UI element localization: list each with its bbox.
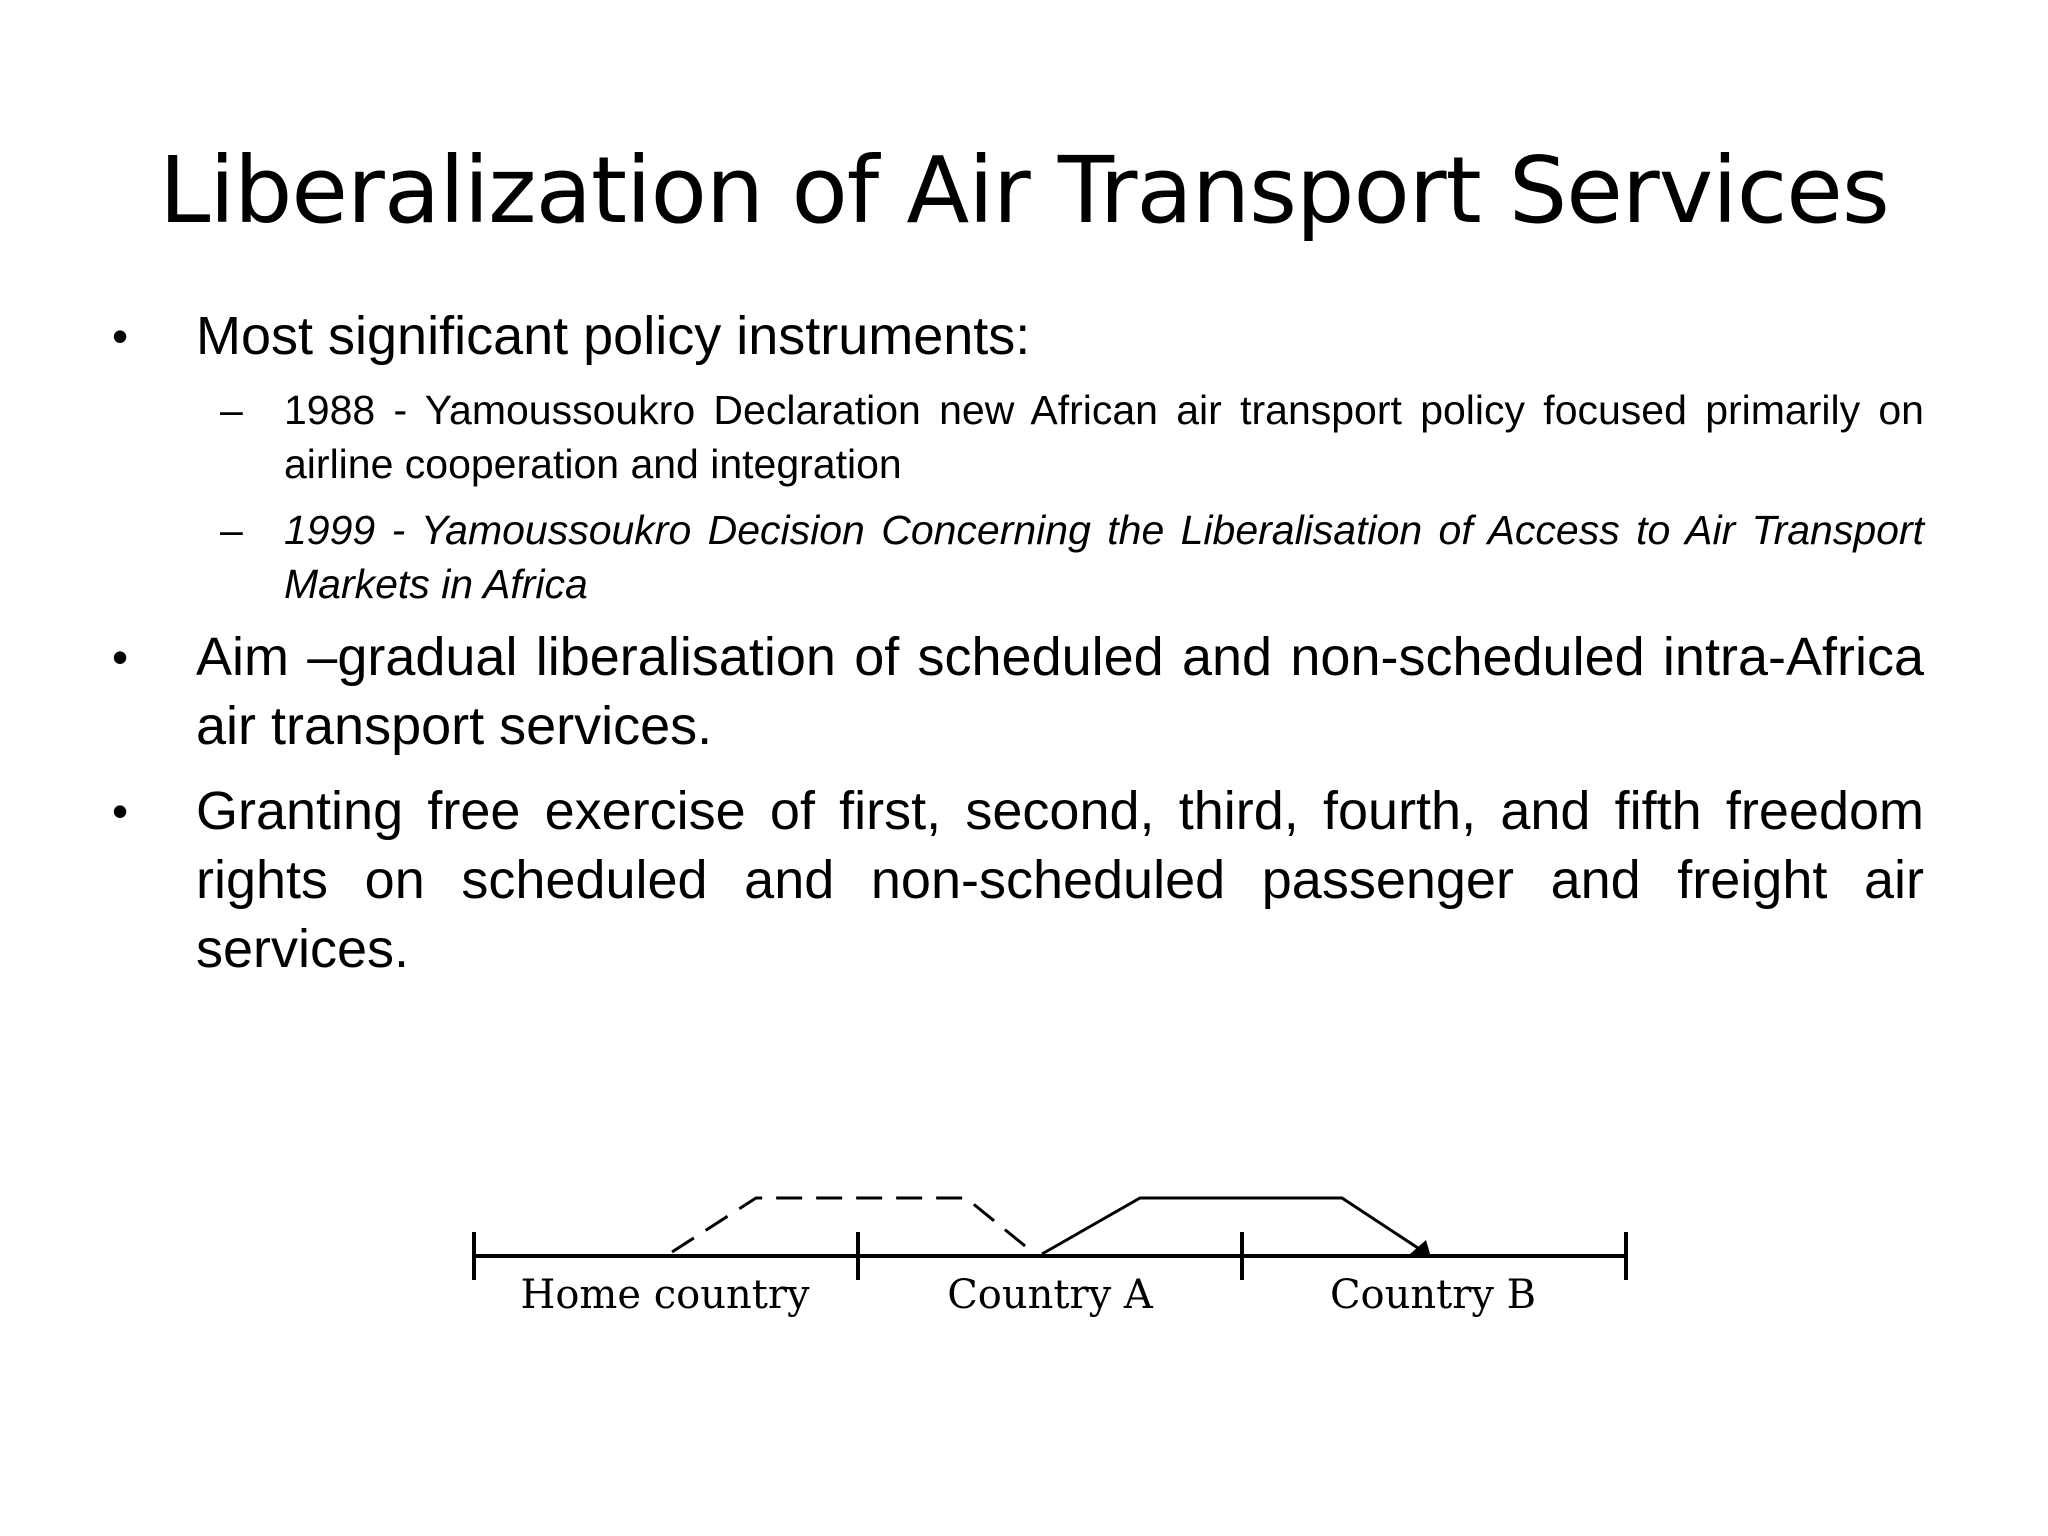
dashed-flight-path [672,1198,1030,1252]
bullet-text: Most significant policy instruments: [196,306,1031,366]
dash-marker: – [220,387,243,433]
sub-bullet-item [112,503,1924,611]
bullet-text: Aim –gradual liberalisation of scheduled and non-scheduled intra-Africa air transport services. [196,627,1924,756]
sub-bullet-text: 1999 - Yamoussoukro Decision Concerning the Liberalisation of Access to Air Transport Markets in Africa [284,507,1924,607]
bullet-marker: • [112,310,129,362]
bullet-item [112,302,1924,371]
bullet-text: Granting free exercise of first, second, third, fourth, and fifth freedom rights on scheduled and non-scheduled passenger and freight air services. [196,781,1924,979]
diagram-svg [460,1170,1640,1340]
bullet-marker: • [112,631,129,683]
solid-flight-path [1042,1198,1424,1254]
slide-title: Liberalization of Air Transport Services [159,137,1889,244]
bullet-marker: • [112,785,129,837]
label-country-a: Country A [947,1272,1153,1318]
label-home-country: Home country [520,1272,810,1318]
sub-bullet-item [112,383,1924,491]
dash-marker: – [220,507,243,553]
bullet-item [112,623,1924,761]
label-country-b: Country B [1329,1272,1537,1318]
bullet-list [112,302,1924,984]
freedom-rights-diagram [460,1170,1640,1340]
bullet-item [112,777,1924,984]
sub-bullet-text: 1988 - Yamoussoukro Declaration new African air transport policy focused primarily on airline cooperation and integration [284,387,1924,487]
arrow-head [1410,1240,1430,1254]
